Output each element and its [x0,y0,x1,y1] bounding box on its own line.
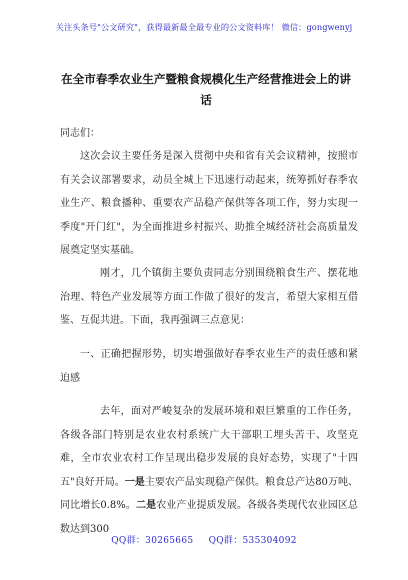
footer-qq-2: QQ群：535304092 [208,536,297,546]
footer-qq-1: QQ群：30265665 [111,536,194,546]
paragraph-4-text-3: 农业产业提质发展。各级各类现代农业园区总数达到300 [60,500,359,535]
bold-marker-1: 一是 [124,476,145,488]
section-heading-1: 一、正确把握形势，切实增强做好春季农业生产的责任感和紧迫感 [60,349,358,384]
paragraph-4-text-1: 去年，面对严峻复杂的发展环境和艰巨繁重的工作任务，各级各部门特别是农业农村系统广大干部职工埋头苦干、攻坚克难，全市农业农村工作呈现出稳步发展的良好态势，实现了"十四五"良好开局。 [60,406,358,488]
paragraph-2: 刚才，几个镇街主要负责同志分别围绕粮食生产、摆花地治理、特色产业发展等方面工作做了很好的发言，希望大家相互借鉴、互促共进。下面，我再强调三点意见： [60,268,358,327]
footer-qq [0,533,408,546]
salutation: 同志们： [60,128,100,139]
document-title: 在全市春季农业生产暨粮食规模化生产经营推进会上的讲话 [61,72,351,107]
bold-marker-2: 二是 [135,500,157,512]
paragraph-1: 这次会议主要任务是深入贯彻中央和省有关会议精神，按照市有关会议部署要求，动员全城上下迅速行动起来，统筹抓好春季农业生产、粮食播种、重要农产品稳产保供等各项工作，努力实现一季度"开门红"，为全面推进乡村振兴、助推全城经济社会高质量发展奠定坚实基础。 [60,151,358,257]
paragraph-4 [60,400,358,542]
paragraph-4-text-2: 主要农产品实现稳产保供。粮食总产达80万吨、同比增长0.8%。 [60,476,358,512]
header-note: 关注头条号"公文研究"，获得最新最全最专业的公文资料库！ 微信：gongwenyj [55,22,353,32]
